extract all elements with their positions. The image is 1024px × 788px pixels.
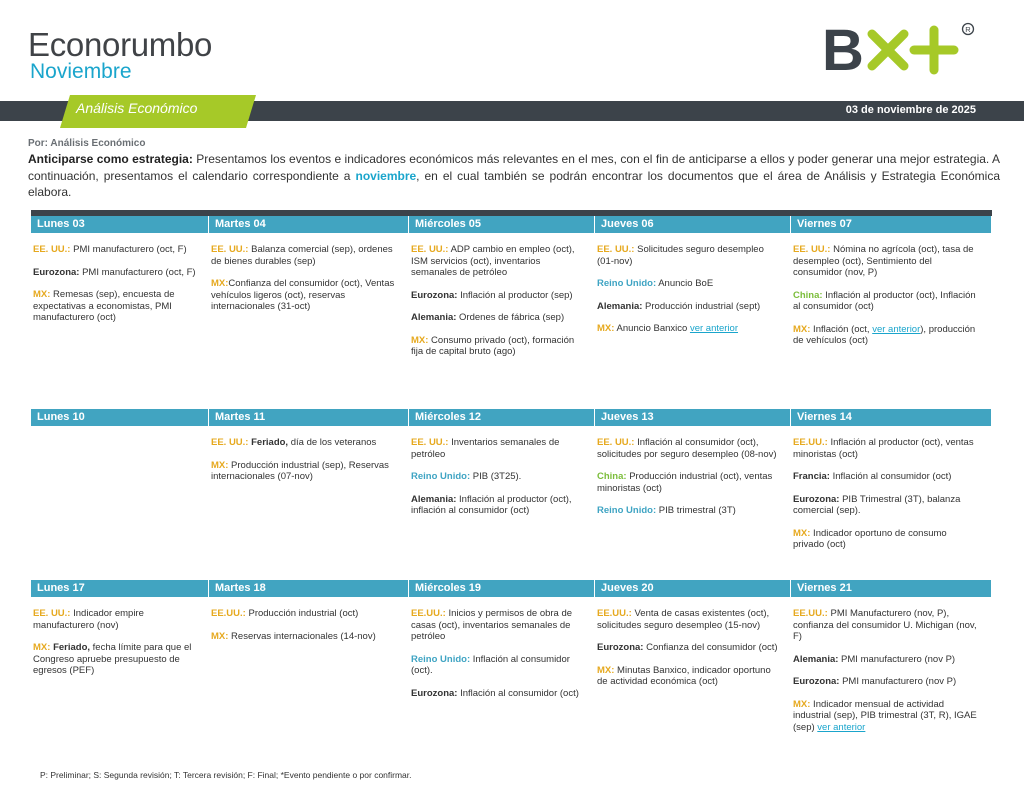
calendar-event bbox=[793, 654, 980, 666]
day-header: Jueves 13 bbox=[595, 409, 791, 426]
event-text bbox=[248, 437, 251, 448]
event-text: Producción industrial (oct), ventas minoristas (oct) bbox=[597, 471, 773, 494]
ver-anterior-link[interactable]: ver anterior bbox=[817, 721, 866, 733]
event-text: Inflación al consumidor (oct) bbox=[829, 471, 952, 482]
svg-text:R: R bbox=[965, 25, 971, 34]
event-text: Balanza comercial (sep), ordenes de bienes durables (sep) bbox=[211, 244, 393, 267]
calendar-event bbox=[793, 608, 980, 643]
event-text: Confianza del consumidor (oct), Ventas vehículos ligeros (oct), reservas internacionales (31-oct) bbox=[211, 278, 395, 312]
day-header: Viernes 14 bbox=[791, 409, 992, 426]
day-header: Martes 18 bbox=[209, 580, 409, 597]
calendar-event bbox=[793, 244, 980, 279]
intro-text-1: Presentamos los eventos e indicadores económicos más relevantes en el mes, con el fin de anticiparse a ellos y poder generar una mejor estrategia. A continuación, presentamos el calendario correspondiente a bbox=[28, 152, 1001, 183]
page-title: Econorumbo bbox=[28, 26, 213, 63]
event-region-label: EE. UU.: bbox=[411, 244, 449, 255]
day-header: Miércoles 19 bbox=[409, 580, 595, 597]
event-region-label: EE. UU.: bbox=[211, 244, 249, 255]
ver-anterior-link[interactable]: ver anterior bbox=[689, 323, 739, 334]
event-region-label: EE. UU.: bbox=[411, 437, 449, 448]
event-text: Indicador oportuno de consumo privado (oct) bbox=[793, 527, 947, 550]
event-text: ADP cambio en empleo (oct), ISM servicios (oct), inventarios semanales de petróleo bbox=[411, 244, 575, 278]
calendar-event bbox=[33, 244, 197, 256]
day-header: Viernes 07 bbox=[791, 216, 992, 233]
day-header: Lunes 03 bbox=[31, 216, 209, 233]
event-text: Inflación al consumidor (oct). bbox=[411, 653, 570, 676]
day-cell bbox=[597, 244, 779, 346]
event-region-label: EE. UU.: bbox=[33, 244, 71, 255]
event-region-label: MX: bbox=[33, 642, 51, 653]
event-region-label: Alemania: bbox=[411, 493, 457, 505]
event-text: Inicios y permisos de obra de casas (oct), inventarios semanales de petróleo bbox=[411, 608, 573, 642]
event-text: Inflación al productor (sep) bbox=[457, 289, 573, 301]
day-cell bbox=[211, 608, 397, 653]
event-region-label: Reino Unido: bbox=[411, 653, 471, 665]
event-text: Producción industrial (oct) bbox=[245, 608, 359, 619]
day-cell bbox=[793, 437, 980, 562]
calendar-event bbox=[211, 460, 397, 483]
calendar-event bbox=[33, 608, 197, 631]
calendar-event bbox=[597, 244, 779, 267]
calendar-event bbox=[411, 688, 583, 700]
event-region-label: MX: bbox=[211, 278, 229, 289]
section-label: Análisis Económico bbox=[76, 100, 198, 116]
calendar-event bbox=[211, 631, 397, 643]
day-cell bbox=[411, 437, 583, 528]
event-text: PMI manufacturero (nov P) bbox=[838, 653, 956, 665]
event-region-label: China: bbox=[597, 471, 627, 482]
calendar-event bbox=[411, 654, 583, 677]
calendar-event bbox=[411, 312, 583, 324]
calendar-event bbox=[793, 324, 980, 347]
event-region-label: EE. UU.: bbox=[597, 244, 635, 255]
event-region-label: EE.UU.: bbox=[793, 608, 828, 619]
event-text: Producción industrial (sept) bbox=[642, 300, 761, 312]
event-region-label: EE.UU.: bbox=[793, 437, 828, 448]
event-region-label: MX: bbox=[597, 323, 615, 334]
day-header: Jueves 20 bbox=[595, 580, 791, 597]
event-text: Anuncio BoE bbox=[656, 278, 714, 289]
day-cell bbox=[793, 608, 980, 744]
calendar-event bbox=[597, 608, 779, 631]
calendar-event bbox=[793, 676, 980, 688]
event-text: Ordenes de fábrica (sep) bbox=[456, 312, 565, 323]
svg-text:B: B bbox=[822, 20, 864, 76]
calendar-event bbox=[211, 608, 397, 620]
event-text-tail: día de los veteranos bbox=[288, 437, 377, 448]
event-text: PIB Trimestral (3T), balanza comercial (sep). bbox=[793, 493, 961, 516]
day-header: Martes 04 bbox=[209, 216, 409, 233]
event-text: Inflación al productor (oct), Inflación al consumidor (oct) bbox=[793, 289, 976, 312]
day-cell bbox=[793, 244, 980, 358]
calendar-event bbox=[33, 267, 197, 279]
event-text: PMI manufacturero (oct, F) bbox=[70, 244, 187, 255]
event-region-label: Reino Unido: bbox=[597, 505, 657, 516]
event-region-label: Eurozona: bbox=[793, 493, 840, 505]
event-region-label: MX: bbox=[33, 289, 51, 300]
event-emphasis: Feriado, bbox=[251, 437, 289, 448]
event-text: Confianza del consumidor (oct) bbox=[643, 642, 778, 653]
page-subtitle: Noviembre bbox=[30, 60, 132, 83]
event-region-label: MX: bbox=[597, 664, 615, 676]
event-region-label: Reino Unido: bbox=[411, 471, 471, 482]
day-cell bbox=[33, 244, 197, 335]
calendar-event bbox=[33, 642, 197, 677]
day-header: Miércoles 05 bbox=[409, 216, 595, 233]
calendar-event bbox=[597, 642, 779, 654]
event-text-tail: ), producción de vehículos (oct) bbox=[793, 323, 976, 346]
event-region-label: MX: bbox=[793, 323, 811, 335]
event-emphasis: Feriado, bbox=[53, 642, 91, 653]
event-text: Consumo privado (oct), formación fija de capital bruto (ago) bbox=[411, 334, 575, 357]
intro-highlight: noviembre bbox=[355, 168, 417, 183]
event-text: Indicador mensual de actividad industrial (sep), PIB trimestral (3T, R), IGAE (sep) bbox=[793, 698, 977, 733]
day-header: Martes 11 bbox=[209, 409, 409, 426]
calendar-event bbox=[597, 278, 779, 290]
event-region-label: Alemania: bbox=[597, 300, 643, 312]
calendar-event bbox=[211, 244, 397, 267]
event-text-tail: fecha límite para que el Congreso apruebe presupuesto de egresos (PEF) bbox=[33, 642, 192, 676]
event-region-label: EE. UU.: bbox=[597, 437, 635, 448]
calendar-event bbox=[597, 665, 779, 688]
day-header: Jueves 06 bbox=[595, 216, 791, 233]
day-cell bbox=[211, 437, 397, 494]
event-text: PMI manufacturero (oct, F) bbox=[79, 266, 196, 278]
event-text bbox=[50, 642, 53, 653]
day-header: Miércoles 12 bbox=[409, 409, 595, 426]
event-text: Anuncio Banxico bbox=[614, 323, 690, 334]
calendar-event bbox=[793, 471, 980, 483]
day-header: Viernes 21 bbox=[791, 580, 992, 597]
calendar-event bbox=[597, 505, 779, 517]
event-text: Inflación al productor (oct), inflación al consumidor (oct) bbox=[411, 493, 572, 516]
event-text: Venta de casas existentes (oct), solicitudes seguro desempleo (15-nov) bbox=[597, 608, 770, 631]
event-text: PIB (3T25). bbox=[470, 471, 522, 482]
event-region-label: Eurozona: bbox=[793, 676, 840, 687]
calendar-event bbox=[411, 437, 583, 460]
author-line: Por: Análisis Económico bbox=[28, 138, 146, 149]
day-header: Lunes 10 bbox=[31, 409, 209, 426]
calendar-event bbox=[211, 437, 397, 449]
calendar-event bbox=[597, 437, 779, 460]
event-text: PIB trimestral (3T) bbox=[656, 505, 736, 516]
day-cell bbox=[597, 608, 779, 699]
calendar-event bbox=[793, 437, 980, 460]
calendar-event bbox=[793, 699, 980, 734]
event-text: Remesas (sep), encuesta de expectativas a economistas, PMI manufacturero (oct) bbox=[33, 289, 175, 323]
event-region-label: EE.UU.: bbox=[211, 608, 246, 619]
event-region-label: Alemania: bbox=[411, 312, 457, 323]
event-region-label: MX: bbox=[793, 698, 811, 710]
event-region-label: EE. UU.: bbox=[33, 608, 71, 619]
event-region-label: MX: bbox=[211, 459, 229, 471]
event-region-label: EE. UU.: bbox=[793, 244, 831, 255]
event-region-label: EE. UU.: bbox=[211, 437, 249, 448]
event-text: PMI manufacturero (nov P) bbox=[839, 676, 957, 687]
calendar-top-rule bbox=[31, 210, 992, 216]
footnote: P: Preliminar; S: Segunda revisión; T: Tercera revisión; F: Final; *Evento pendiente o por confirmar. bbox=[40, 770, 412, 780]
event-region-label: Eurozona: bbox=[411, 289, 458, 301]
day-cell bbox=[211, 244, 397, 324]
event-region-label: Eurozona: bbox=[33, 266, 80, 278]
calendar-event bbox=[411, 608, 583, 643]
calendar-event bbox=[597, 301, 779, 313]
calendar-event bbox=[211, 278, 397, 313]
bx-plus-logo bbox=[822, 20, 982, 76]
calendar-event bbox=[411, 471, 583, 483]
event-region-label: MX: bbox=[793, 527, 811, 539]
calendar-event bbox=[411, 494, 583, 517]
day-cell bbox=[33, 608, 197, 688]
intro-lead: Anticiparse como estrategia: bbox=[28, 152, 193, 166]
event-text: Reservas internacionales (14-nov) bbox=[228, 630, 376, 642]
event-region-label: EE.UU.: bbox=[597, 608, 632, 619]
calendar-event bbox=[411, 244, 583, 279]
event-region-label: EE.UU.: bbox=[411, 608, 446, 619]
day-header: Lunes 17 bbox=[31, 580, 209, 597]
intro-text-2: , en el cual también se podrán encontrar los documentos que el área de Análisis y Estrategia Económica elabora. bbox=[28, 168, 1001, 199]
calendar-event bbox=[411, 335, 583, 358]
event-text: Inflación al consumidor (oct), solicitudes por seguro desempleo (08-nov) bbox=[597, 437, 777, 460]
calendar-event bbox=[793, 494, 980, 517]
event-text: Inflación al consumidor (oct) bbox=[457, 687, 579, 699]
event-region-label: MX: bbox=[411, 334, 429, 346]
intro-paragraph bbox=[28, 151, 1000, 201]
calendar-event bbox=[793, 290, 980, 313]
event-text: Producción industrial (sep), Reservas internacionales (07-nov) bbox=[211, 459, 389, 482]
event-region-label: Eurozona: bbox=[411, 687, 458, 699]
event-text: PMI Manufacturero (nov, P), confianza del consumidor U. Michigan (nov, F) bbox=[793, 608, 977, 642]
event-region-label: Eurozona: bbox=[597, 642, 644, 653]
calendar-event bbox=[597, 471, 779, 494]
event-text: Inflación al productor (oct), ventas minoristas (oct) bbox=[793, 437, 974, 460]
ver-anterior-link[interactable]: ver anterior bbox=[872, 323, 921, 335]
day-cell bbox=[597, 437, 779, 528]
event-region-label: Reino Unido: bbox=[597, 278, 657, 289]
calendar-event bbox=[411, 290, 583, 302]
event-region-label: MX: bbox=[211, 630, 229, 642]
event-region-label: China: bbox=[793, 289, 823, 301]
calendar-event bbox=[597, 323, 779, 335]
report-date: 03 de noviembre de 2025 bbox=[845, 104, 976, 116]
event-text: Inflación (oct, bbox=[810, 323, 873, 335]
day-cell bbox=[411, 244, 583, 369]
day-cell bbox=[411, 608, 583, 710]
event-text: Minutas Banxico, indicador oportuno de actividad económica (oct) bbox=[597, 664, 771, 687]
event-text: Nómina no agrícola (oct), tasa de desempleo (oct), Sentimiento del consumidor (nov, P) bbox=[793, 244, 974, 278]
calendar-event bbox=[33, 289, 197, 324]
calendar-event bbox=[793, 528, 980, 551]
event-text: Indicador empire manufacturero (nov) bbox=[33, 608, 144, 631]
event-text: Solicitudes seguro desempleo (01-nov) bbox=[597, 244, 764, 267]
event-region-label: Alemania: bbox=[793, 653, 839, 665]
event-region-label: Francia: bbox=[793, 471, 830, 482]
event-text: Inventarios semanales de petróleo bbox=[411, 437, 560, 460]
